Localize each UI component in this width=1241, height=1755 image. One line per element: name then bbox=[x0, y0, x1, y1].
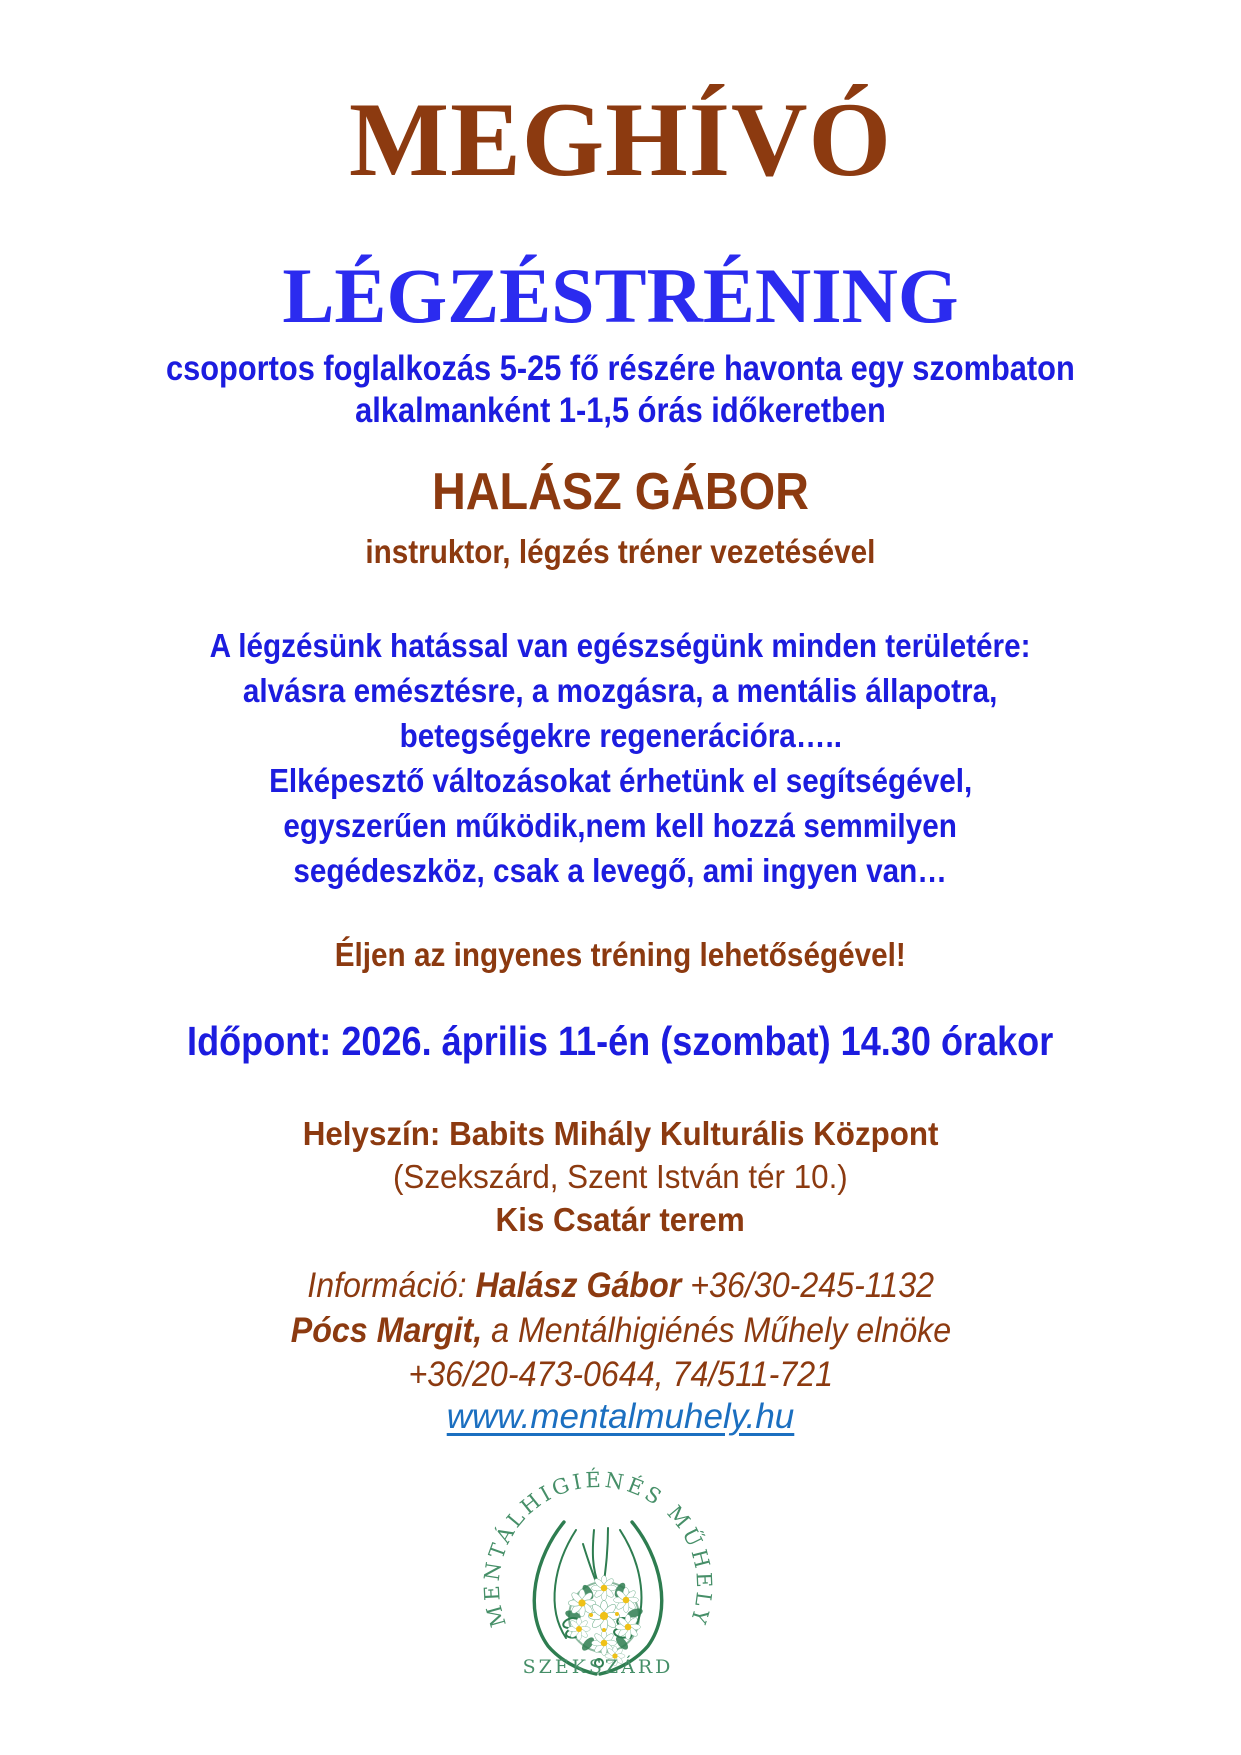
venue-name: Helyszín: Babits Mihály Kulturális Központ bbox=[302, 1115, 939, 1152]
call-to-action: Éljen az ingyenes tréning lehetőségével! bbox=[334, 936, 907, 973]
description-paragraph bbox=[0, 623, 1241, 893]
info-label: Információ: bbox=[307, 1266, 476, 1305]
event-headline: LÉGZÉSTRÉNING bbox=[282, 252, 959, 339]
info-contact-title-2: a Mentálhigiénés Műhely elnöke bbox=[481, 1311, 951, 1350]
description-line: Elképesztő változásokat érhetünk el segítségével, bbox=[268, 762, 973, 799]
description-line: betegségekre regenerációra….. bbox=[399, 717, 842, 754]
subtitle-line-1: csoportos foglalkozás 5-25 fő részére havonta egy szombaton bbox=[166, 349, 1075, 388]
bouquet-icon bbox=[564, 1528, 644, 1666]
info-phone-1: +36/30-245-1132 bbox=[681, 1266, 934, 1305]
venue-address: (Szekszárd, Szent István tér 10.) bbox=[393, 1158, 848, 1195]
website-link[interactable]: www.mentalmuhely.hu bbox=[446, 1397, 795, 1436]
page-title: MEGHÍVÓ bbox=[349, 81, 892, 198]
info-line-3: +36/20-473-0644, 74/511-721 bbox=[408, 1355, 833, 1394]
description-line: A légzésünk hatással van egészségünk minden területére: bbox=[210, 627, 1031, 664]
website-line bbox=[0, 1395, 1241, 1439]
description-line: egyszerűen működik,nem kell hozzá semmilyen bbox=[283, 807, 958, 844]
venue-room: Kis Csatár terem bbox=[495, 1201, 746, 1238]
logo-arc-text: MENTÁLHIGIÉNÉS MŰHELY bbox=[479, 1467, 717, 1630]
presenter-name: HALÁSZ GÁBOR bbox=[432, 463, 809, 521]
info-contact-name-1: Halász Gábor bbox=[475, 1266, 682, 1305]
presenter-role: instruktor, légzés tréner vezetésével bbox=[365, 533, 876, 570]
logo-city-text: SZEKSZÁRD bbox=[522, 1656, 674, 1678]
info-line-1 bbox=[0, 1265, 1241, 1307]
info-line-2 bbox=[0, 1310, 1241, 1352]
description-line: alvásra emésztésre, a mozgásra, a mentális állapotra, bbox=[243, 672, 998, 709]
description-line: segédeszköz, csak a levegő, ami ingyen van… bbox=[293, 852, 948, 889]
subtitle-line-2: alkalmanként 1-1,5 órás időkeretben bbox=[355, 391, 886, 430]
event-datetime: Időpont: 2026. április 11-én (szombat) 14.30 órakor bbox=[187, 1018, 1054, 1064]
mentalhigienes-muhely-logo bbox=[478, 1460, 718, 1700]
info-contact-name-2: Pócs Margit, bbox=[290, 1311, 482, 1350]
